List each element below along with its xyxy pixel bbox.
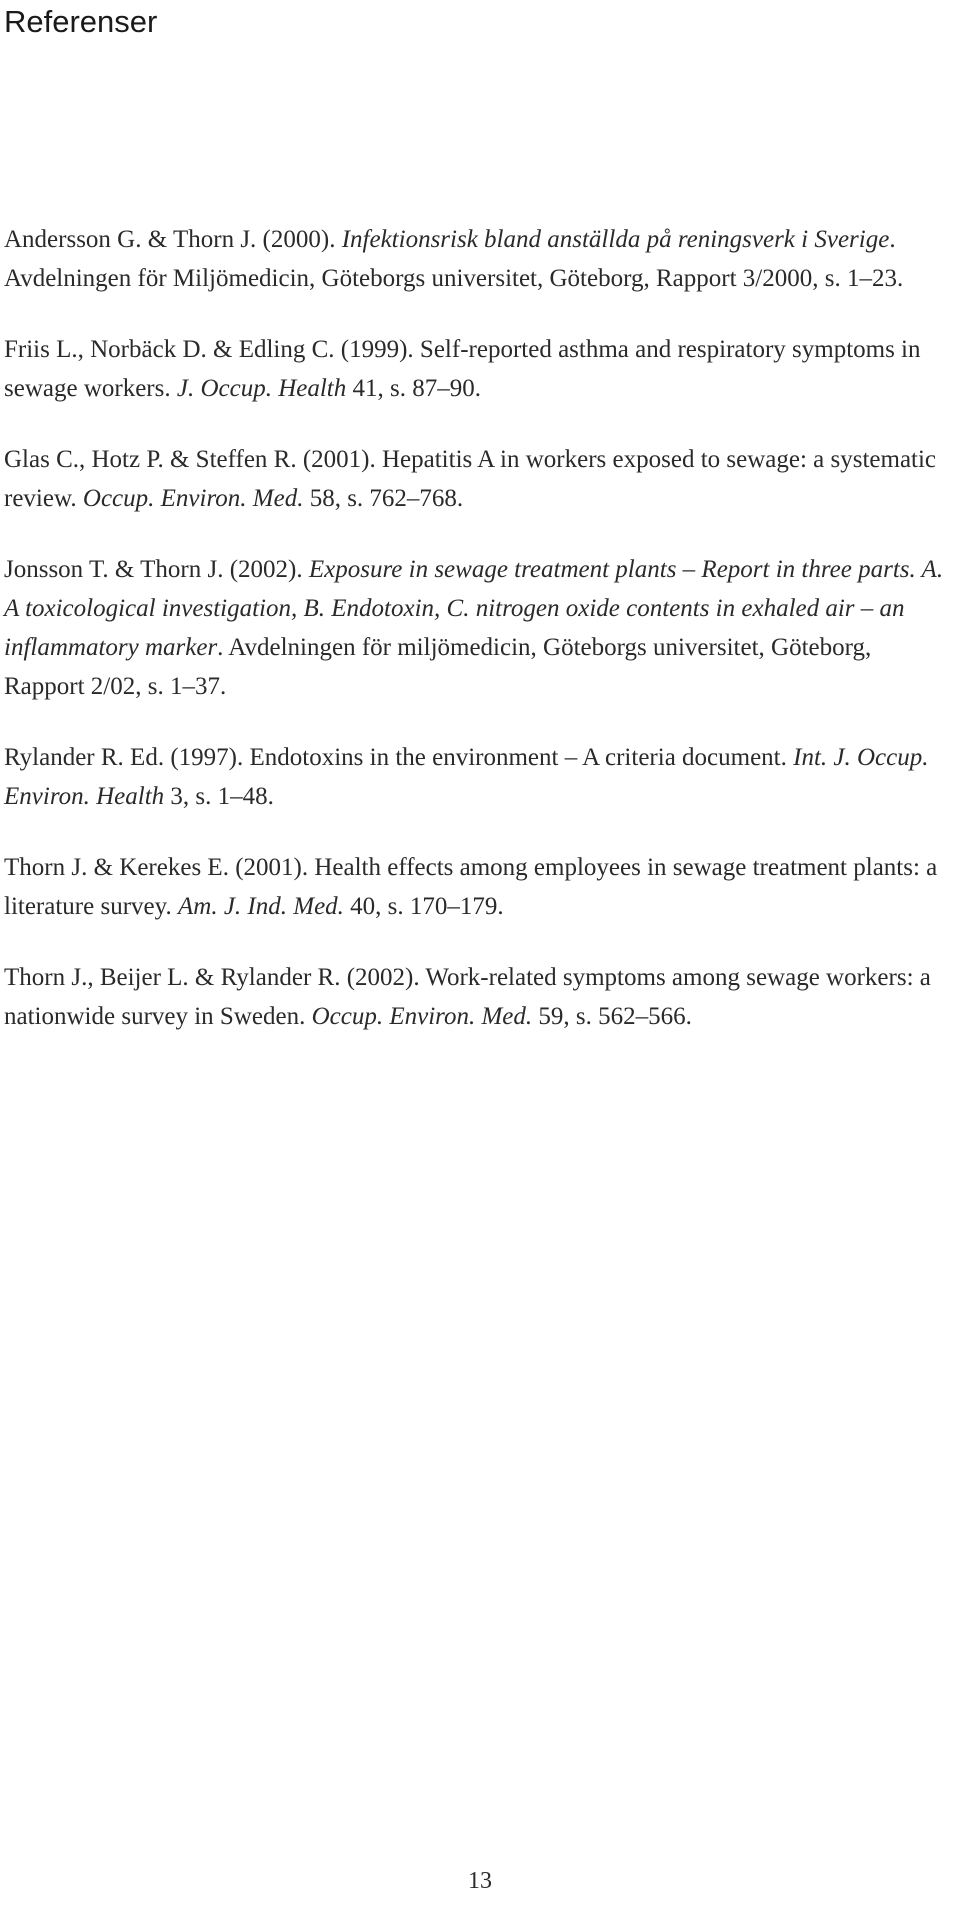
reference-details: 40, s. 170–179. [343, 893, 504, 920]
reference-journal: J. Occup. Health [176, 375, 347, 402]
reference-authors: Jonsson T. & Thorn J. (2002). [4, 556, 309, 583]
reference-entry [4, 848, 958, 926]
reference-journal: Am. J. Ind. Med. [178, 893, 344, 920]
reference-entry [4, 330, 958, 408]
reference-authors: Glas C., Hotz P. & Steffen R. (2001). Hepatitis A in workers exposed to sewage: a systematic review. [4, 446, 937, 512]
page-number: 13 [468, 1868, 492, 1894]
reference-details: . Avdelningen för Miljömedicin, Göteborgs universitet, Göteborg, Rapport 3/2000, s. 1–23. [4, 226, 904, 292]
reference-authors: Rylander R. Ed. (1997). Endotoxins in the environment – A criteria document. [4, 744, 794, 771]
reference-entry [4, 220, 958, 298]
reference-entry [4, 958, 958, 1036]
reference-authors: Friis L., Norbäck D. & Edling C. (1999). Self-reported asthma and respiratory symptoms in sewage workers. [4, 336, 921, 402]
reference-entry [4, 550, 958, 706]
reference-title: Infektionsrisk bland anställda på reningsverk i Sverige [341, 226, 890, 253]
reference-details: 3, s. 1–48. [164, 783, 274, 810]
reference-details: 59, s. 562–566. [532, 1003, 692, 1030]
reference-list [4, 220, 958, 1036]
reference-journal: Occup. Environ. Med. [311, 1003, 533, 1030]
reference-journal: Occup. Environ. Med. [82, 485, 304, 512]
page-title: Referenser [4, 4, 158, 39]
reference-details: . Avdelningen för miljömedicin, Göteborgs universitet, Göteborg, Rapport 2/02, s. 1–37. [4, 634, 872, 700]
reference-details: 58, s. 762–768. [303, 485, 464, 512]
reference-authors: Andersson G. & Thorn J. (2000). [4, 226, 342, 253]
reference-authors: Thorn J. & Kerekes E. (2001). Health effects among employees in sewage treatment plants: a literature survey. [4, 854, 938, 920]
reference-journal: Int. J. Occup. Environ. Health [4, 744, 929, 810]
reference-entry [4, 738, 958, 816]
reference-title: Exposure in sewage treatment plants – Report in three parts. A. A toxicological investigation, B. Endotoxin, C. nitrogen oxide contents in exhaled air – an inflammatory marker [4, 556, 944, 661]
reference-entry [4, 440, 958, 518]
reference-authors: Thorn J., Beijer L. & Rylander R. (2002). Work-related symptoms among sewage workers: a nationwide survey in Sweden. [4, 964, 931, 1030]
reference-details: 41, s. 87–90. [346, 375, 481, 402]
